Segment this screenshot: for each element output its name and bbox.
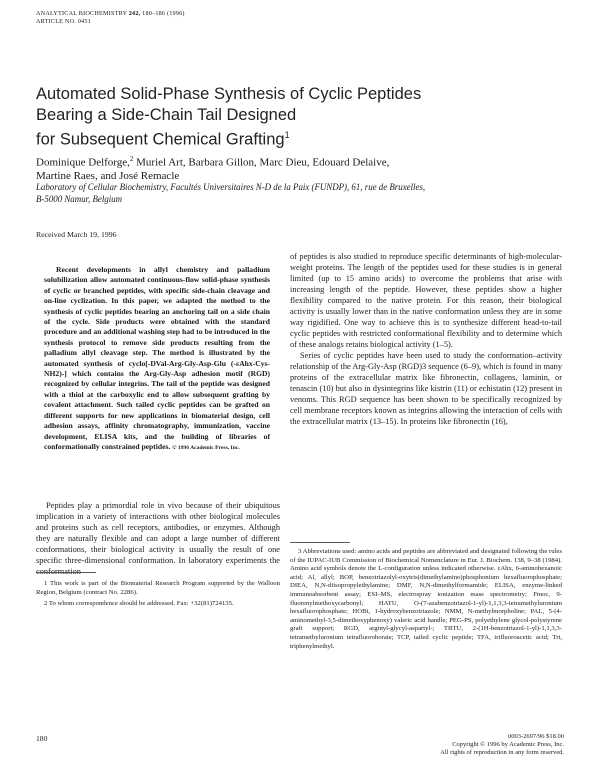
authors-first: Dominique Delforge, [36, 156, 130, 169]
title-line-2: Bearing a Side-Chain Tail Designed [36, 105, 297, 124]
title-line-3 [36, 125, 536, 150]
issn-price: 0003-2697/96 $18.00 [508, 733, 564, 740]
abstract-copyright: © 1996 Academic Press, Inc. [172, 444, 240, 451]
running-header [36, 10, 185, 26]
footnote-divider-left [36, 572, 96, 573]
footnote-divider-right [290, 542, 350, 543]
footnote-1: 1 This work is part of the Biomaterial Research Program supported by the Walloon Region, Belgium (contract No. 2286). [36, 580, 280, 596]
body-paragraph-continued: of peptides is also studied to reproduce specific determinants of high-molecular-weight proteins. The length of the peptides used for these studies is in general limited (up to 15 amino acids) to overcome the problems that arise with increasing length of the peptide. However, these peptides show a higher flexibility compared to the native protein. For this reason, their biological activity is usually lower than in the native conformation unless they are in some way rigidified. One way to achieve this is to synthesize different head-to-tail cyclic peptides with restricted conformational flexibility and to determine which of these analogs retains biological activity (1–5). [290, 252, 562, 349]
journal-pages-year: 180–186 (1996) [142, 10, 185, 17]
affiliation [36, 182, 556, 205]
body-paragraph: Peptides play a primordial role in vivo because of their ubiquitous implication in a variety of interactions with other biological molecules and proteins such as cell receptors, antibodies, or enzymes. Although they are naturally flexible and can adopt a large number of different conformations, their biological activity is usually the result of one specific three-dimensional conformation. In laboratory experiments the conformation [36, 501, 280, 576]
footnote-3: 3 Abbreviations used: amino acids and peptides are abbreviated and designated following the rules of the IUPAC-IUB Commission of Biochemical Nomenclature in Eur. J. Biochem. 138, 9–38 (1984). Amino acid symbols denote the L-configuration unless indicated otherwise. εAhx, 6-aminohexanoic acid; Al, allyl; BOP, benzotriazolyl-oxytris(dimethylamino)phosphonium hexafluorophosphate; DIEA, N,N-diisopropylethylamine; DMF, N,N-dimethylformamide; ELISA, enzyme-linked immunoabsorbent assay; ESI–MS, electrospray ionization mass spectrometry; Fmoc, 9-fluorenylmethoxycarbonyl; HATU, O-(7-azabenzotriazol-1-yl)-1,1,3,3-tetramethyluronium hexafluorophosphate; HOBt, 1-hydroxybenzotriazole; NMM, N-methylmorpholine; PAL, 5-(4-aminomethyl-3,5-dimethoxyphenoxy) valeric acid handle; PEG-PS, polyethylene glycol-polystyrene graft support; RGD, arginyl-glycyl-aspartyl-; TBTU, 2-(1H-benzotriazol-1-yl)-1,1,3,3-tetramethyluronium tetrafluoroborate; TCP, tailed cyclic peptide; TFA, trifluoroacetic acid; Trt, triphenylmethyl. [290, 548, 562, 650]
journal-name: ANALYTICAL BIOCHEMISTRY [36, 10, 128, 17]
page-number: 180 [36, 734, 48, 743]
abstract-text: Recent developments in allyl chemistry and palladium solubilization allow automated continuous-flow solid-phase synthesis of cyclic or branched peptides, with specific side-chain cleavage and on-line cyclization. In this paper, we adapted the method to the synthesis of cyclic peptides bearing an anchoring tail on a side chain of the cycle. Side products were obtained with the standard procedure and an additional washing step had to be introduced in the synthesis protocol to remove side products resulting from the palladium allyl cleavage step. The method is illustrated by the automated synthesis of cyclo[-DVal-Arg-Gly-Asp-Glu (-εAhx-Cys-NH2)-] which contains the Arg-Gly-Asp adhesion motif (RGD) recognized by cellular integrins. The tail of the peptide was designed with a thiol at the carboxylic end to allow subsequent grafting by covalent attachment. Such tailed cyclic peptides can be grafted on different supports for new applications in biomaterial design, cell adhesion assays, affinity chromatography, immunization, vaccine development, ELISA kits, and the building of libraries of conformationally constrained peptides. [44, 265, 270, 451]
article-number: ARTICLE NO. 0451 [36, 18, 91, 25]
body-column-right [290, 251, 562, 427]
copyright-block [440, 733, 564, 758]
article-title [36, 84, 536, 150]
abstract [44, 265, 270, 453]
rights-line: All rights of reproduction in any form reserved. [440, 749, 564, 757]
author-list [36, 153, 536, 184]
copyright-line: Copyright © 1996 by Academic Press, Inc. [452, 741, 564, 749]
body-column-left [36, 500, 280, 577]
footnote-2: 2 To whom correspondence should be addressed. Fax: +32(81)724135. [44, 600, 234, 608]
journal-volume: 242, [128, 10, 141, 17]
affiliation-line-1: Laboratory of Cellular Biochemistry, Facultés Universitaires N-D de la Paix (FUNDP), 61, rue de Bruxelles, [36, 182, 426, 192]
authors-line-1 [36, 153, 536, 170]
body-paragraph: Series of cyclic peptides have been used to study the conformation–activity relationship of the Arg-Gly-Asp (RGD)3 sequence (6–9), which is found in many proteins of the extracellular matrix like fibronectin, collagens, laminin, or tenascin (10) but also in dysintegrins like kistrin (11) or echistatin (12) present in venoms. This RGD sequence has been shown to be specifically recognized by cell membrane receptors known as integrins allowing the interaction of cells with the extracellular matrix (13–15). In proteins like fibronectin (16), [290, 351, 562, 426]
corresponding-author-mark: 2 [129, 155, 134, 163]
authors-line-2: Martine Raes, and José Remacle [36, 170, 180, 183]
title-line-3-text: for Subsequent Chemical Grafting [36, 130, 285, 149]
footnotes-left [36, 580, 280, 612]
received-date: Received March 19, 1996 [36, 230, 117, 239]
authors-rest: Muriel Art, Barbara Gillon, Marc Dieu, Edouard Delaive, [133, 156, 390, 169]
title-line-1: Automated Solid-Phase Synthesis of Cyclic Peptides [36, 85, 422, 103]
affiliation-line-2: B-5000 Namur, Belgium [36, 193, 123, 204]
title-footnote-mark: 1 [284, 130, 290, 140]
footnotes-right [290, 548, 562, 654]
